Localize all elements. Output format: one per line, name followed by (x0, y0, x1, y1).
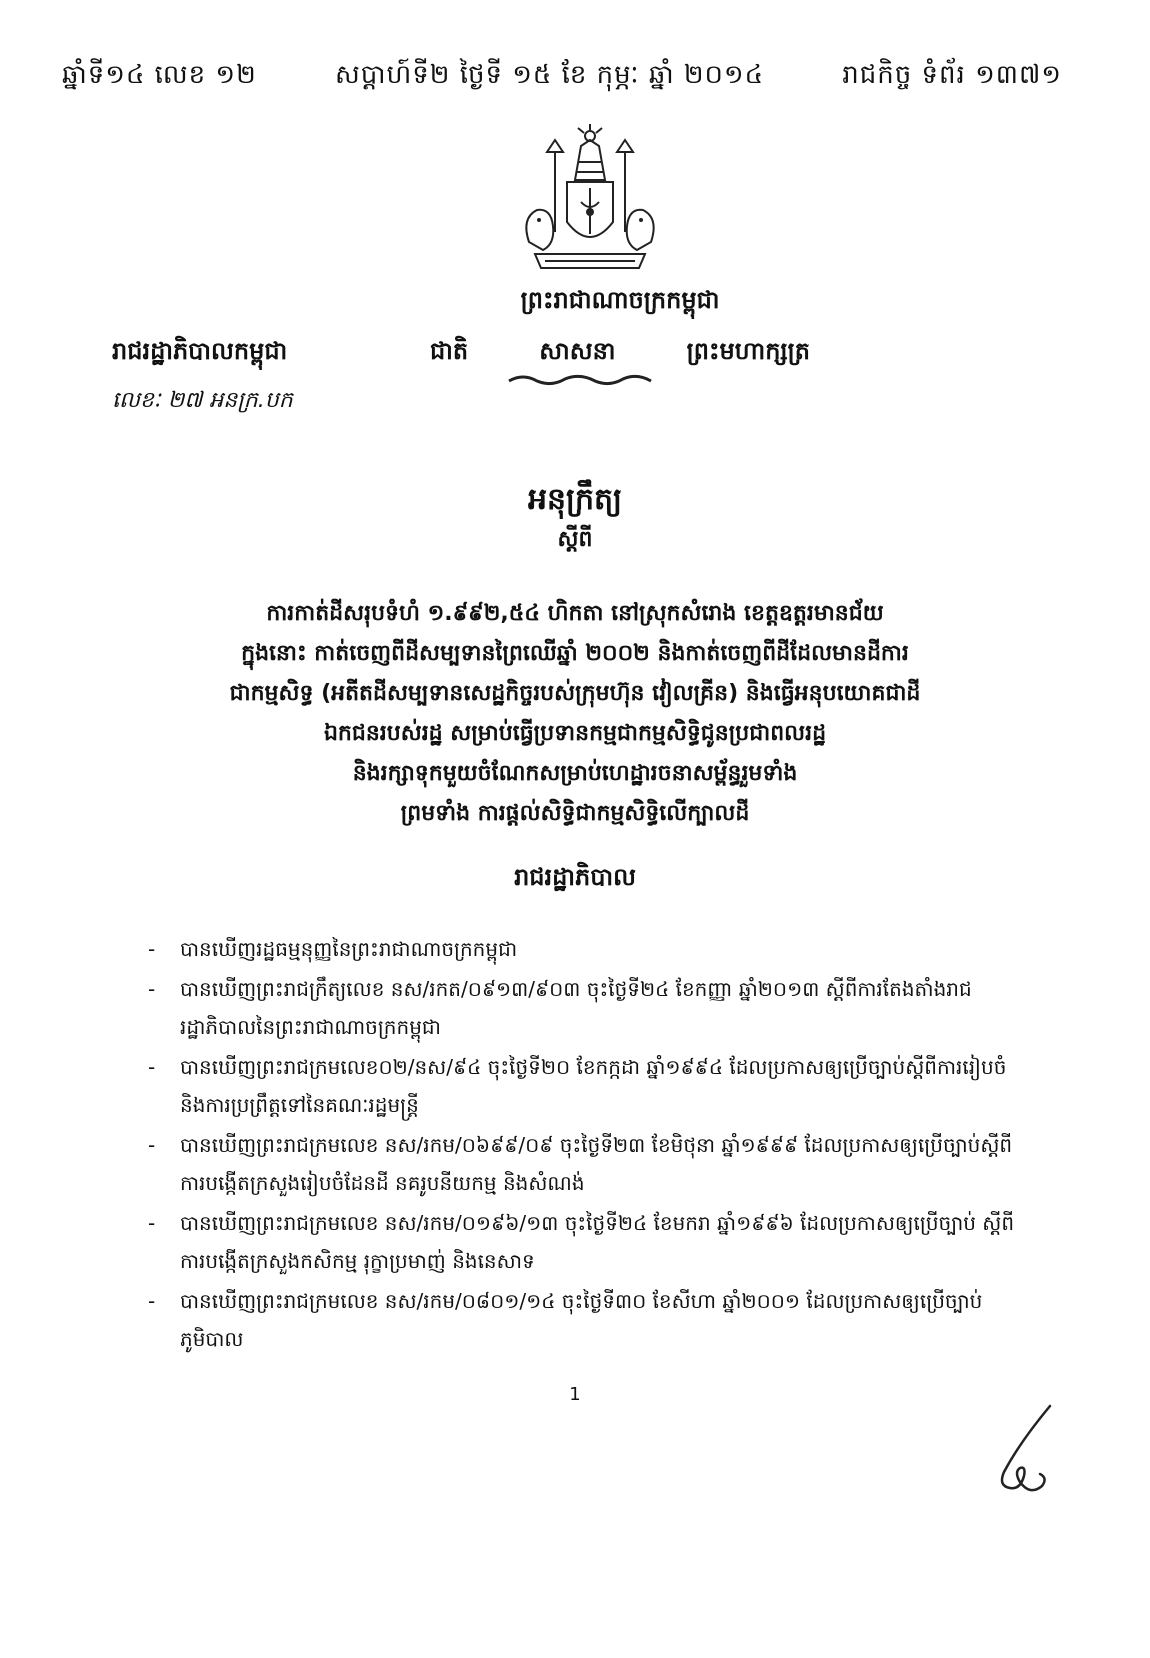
royal-coat-of-arms-icon (515, 122, 665, 277)
consideration-item: - បានឃើញព្រះរាជក្រឹត្យលេខ នស/រកត/០៩១៣/៩០៣ ចុះថ្ងៃទី២៤ ខែកញ្ញា ឆ្នាំ២០១៣ ស្ដីពីការតែងតាំងរាជរដ្ឋាភិបាលនៃព្រះរាជាណាចក្រកម្ពុជា (148, 970, 1028, 1046)
issuer-heading: រាជរដ្ឋាភិបាល (514, 863, 636, 891)
considerations-list (148, 930, 1028, 1360)
handwritten-initial-icon (990, 1402, 1060, 1502)
decorative-flourish (505, 372, 655, 386)
subject-line: ឯកជនរបស់រដ្ឋ សម្រាប់ធ្វើប្រទានកម្មជាកម្មសិទ្ធិជូនប្រជាពលរដ្ឋ (323, 721, 827, 746)
gazette-header (62, 58, 1062, 96)
motto-king: ព្រះមហាក្សត្រ (686, 337, 810, 365)
government-name: រាជរដ្ឋាភិបាលកម្ពុជា (112, 337, 288, 365)
gazette-page-ref: រាជកិច្ច ទំព័រ ១៣៧១ (842, 60, 1062, 90)
consideration-item: - បានឃើញព្រះរាជក្រមលេខ នស/រកម/០៦៩៩/០៩ ចុះថ្ងៃទី២៣ ខែមិថុនា ឆ្នាំ១៩៩៩ ដែលប្រកាសឲ្យប្រើច្បាប់ស្ដីពីការបង្កើតក្រសួងរៀបចំដែនដី នគរូបនីយកម្ម និងសំណង់ (148, 1126, 1028, 1202)
document-about: ស្ដីពី (557, 527, 593, 552)
subject-line: ក្នុងនោះ កាត់ចេញពីដីសម្បទានព្រៃឈើឆ្នាំ ២០០២ និងកាត់ចេញពីដីដែលមានដីការ (241, 641, 909, 666)
document-type: អនុក្រឹត្យ (527, 482, 623, 517)
subject-line: និងរក្សាទុកមួយចំណែកសម្រាប់ហេដ្ឋារចនាសម្ព័ន្ធរួមទាំង (352, 761, 798, 786)
page-number: 1 (569, 1384, 581, 1405)
motto-nation: ជាតិ (430, 337, 469, 365)
gazette-date: សប្ដាហ៍ទី២ ថ្ងៃទី ១៥ ខែ កុម្ភៈ ឆ្នាំ ២០១៤ (335, 60, 765, 90)
document-number: លេខៈ ២៧ អនក្រ.បក (112, 388, 293, 413)
consideration-item: - បានឃើញរដ្ឋធម្មនុញ្ញនៃព្រះរាជាណាចក្រកម្ពុជា (148, 930, 1028, 968)
subject-line: ការកាត់ដីសរុបទំហំ ១.៩៩២,៥៤ ហិកតា នៅស្រុកសំរោង ខេត្តឧត្ដរមានជ័យ (266, 601, 884, 626)
consideration-item: - បានឃើញព្រះរាជក្រមលេខ នស/រកម/០៨០១/១៤ ចុះថ្ងៃទី៣០ ខែសីហា ឆ្នាំ២០០១ ដែលប្រកាសឲ្យប្រើច្បាប់ភូមិបាល (148, 1282, 1028, 1358)
motto-religion: សាសនា (539, 337, 616, 365)
document-subject (180, 594, 970, 834)
national-motto (430, 336, 810, 371)
consideration-item: - បានឃើញព្រះរាជក្រមលេខ នស/រកម/០១៩៦/១៣ ចុះថ្ងៃទី២៤ ខែមករា ឆ្នាំ១៩៩៦ ដែលប្រកាសឲ្យប្រើច្បាប់ ស្ដីពីការបង្កើតក្រសួងកសិកម្ម រុក្ខាប្រមាញ់ និងនេសាទ (148, 1204, 1028, 1280)
gazette-year-issue: ឆ្នាំទី១៤ លេខ ១២ (62, 60, 257, 90)
subject-line: ជាកម្មសិទ្ធ (អតីតដីសម្បទានសេដ្ឋកិច្ចរបស់ក្រុមហ៊ុន វៀលគ្រីន) និងធ្វើអនុបយោគជាដី (229, 681, 921, 706)
subject-line: ព្រមទាំង ការផ្ដល់សិទ្ធិជាកម្មសិទ្ធិលើក្បាលដី (400, 801, 750, 826)
kingdom-title: ព្រះរាជាណាចក្រកម្ពុជា (520, 286, 720, 314)
consideration-item: - បានឃើញព្រះរាជក្រមលេខ០២/នស/៩៤ ចុះថ្ងៃទី២០ ខែកក្កដា ឆ្នាំ១៩៩៤ ដែលប្រកាសឲ្យប្រើច្បាប់ស្ដីពីការរៀបចំនិងការប្រព្រឹត្តទៅនៃគណៈរដ្ឋមន្ត្រី (148, 1048, 1028, 1124)
